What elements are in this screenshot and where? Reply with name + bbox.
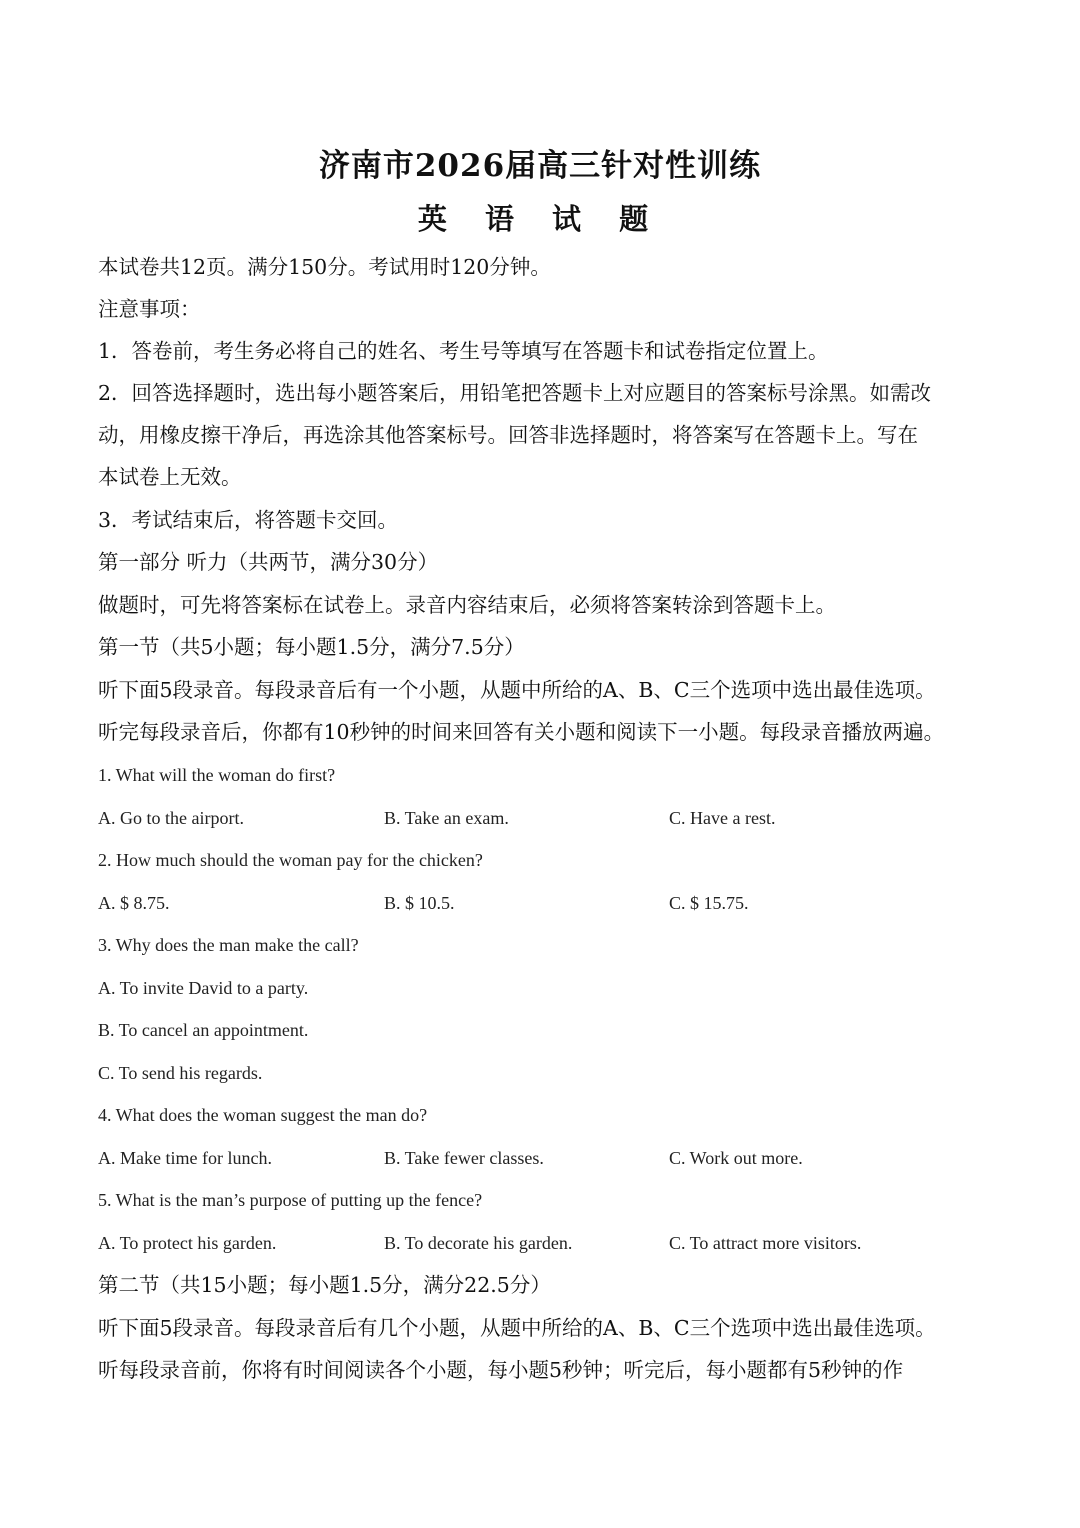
notice-item: 本试卷上无效。 (98, 465, 242, 489)
question-3: 3. Why does the man make the call? (98, 935, 359, 955)
notice-item: 2．回答选择题时，选出每小题答案后，用铅笔把答题卡上对应题目的答案标号涂黑。如需改 (98, 381, 932, 405)
option-a: A. $ 8.75. (98, 893, 170, 913)
option-c: C. To send his regards. (98, 1063, 263, 1083)
option-c: C. $ 15.75. (669, 893, 749, 913)
section1-instruction: 听完每段录音后，你都有10秒钟的时间来回答有关小题和阅读下一小题。每段录音播放两遍。 (98, 720, 945, 744)
notice-heading: 注意事项： (98, 297, 201, 321)
notice-item: 3．考试结束后，将答题卡交回。 (98, 508, 399, 532)
question-5: 5. What is the man’s purpose of putting up the fence? (98, 1190, 483, 1210)
option-a: A. Make time for lunch. (98, 1148, 272, 1168)
section2-instruction: 听每段录音前，你将有时间阅读各个小题，每小题5秒钟；听完后，每小题都有5秒钟的作 (98, 1358, 904, 1382)
option-c: C. Have a rest. (669, 808, 776, 828)
notice-item: 1．答卷前，考生务必将自己的姓名、考生号等填写在答题卡和试卷指定位置上。 (98, 339, 829, 363)
option-b: B. $ 10.5. (384, 893, 455, 913)
notice-item: 动，用橡皮擦干净后，再选涂其他答案标号。回答非选择题时，将答案写在答题卡上。写在 (98, 423, 918, 447)
option-b: B. To decorate his garden. (384, 1233, 573, 1253)
option-c: C. To attract more visitors. (669, 1233, 862, 1253)
option-a: A. To protect his garden. (98, 1233, 277, 1253)
section1-heading: 第一节（共5小题；每小题1.5分，满分7.5分） (98, 635, 525, 659)
option-c: C. Work out more. (669, 1148, 803, 1168)
question-2: 2. How much should the woman pay for the chicken? (98, 850, 483, 870)
option-b: B. Take an exam. (384, 808, 509, 828)
exam-intro: 本试卷共12页。满分150分。考试用时120分钟。 (98, 255, 551, 279)
section1-instruction: 听下面5段录音。每段录音后有一个小题，从题中所给的A、B、C三个选项中选出最佳选项。 (98, 678, 936, 702)
part1-instruction: 做题时，可先将答案标在试卷上。录音内容结束后，必须将答案转涂到答题卡上。 (98, 593, 836, 617)
exam-subject: 英 语 试 题 (417, 202, 663, 236)
option-a: A. To invite David to a party. (98, 978, 309, 998)
section2-heading: 第二节（共15小题；每小题1.5分，满分22.5分） (98, 1273, 551, 1297)
question-4: 4. What does the woman suggest the man do? (98, 1105, 428, 1125)
option-b: B. To cancel an appointment. (98, 1020, 309, 1040)
exam-title: 济南市2026届高三针对性训练 (318, 148, 762, 184)
part1-heading: 第一部分 听力（共两节，满分30分） (98, 550, 439, 574)
option-a: A. Go to the airport. (98, 808, 244, 828)
option-b: B. Take fewer classes. (384, 1148, 544, 1168)
section2-instruction: 听下面5段录音。每段录音后有几个小题，从题中所给的A、B、C三个选项中选出最佳选项。 (98, 1316, 936, 1340)
question-1: 1. What will the woman do first? (98, 765, 336, 785)
